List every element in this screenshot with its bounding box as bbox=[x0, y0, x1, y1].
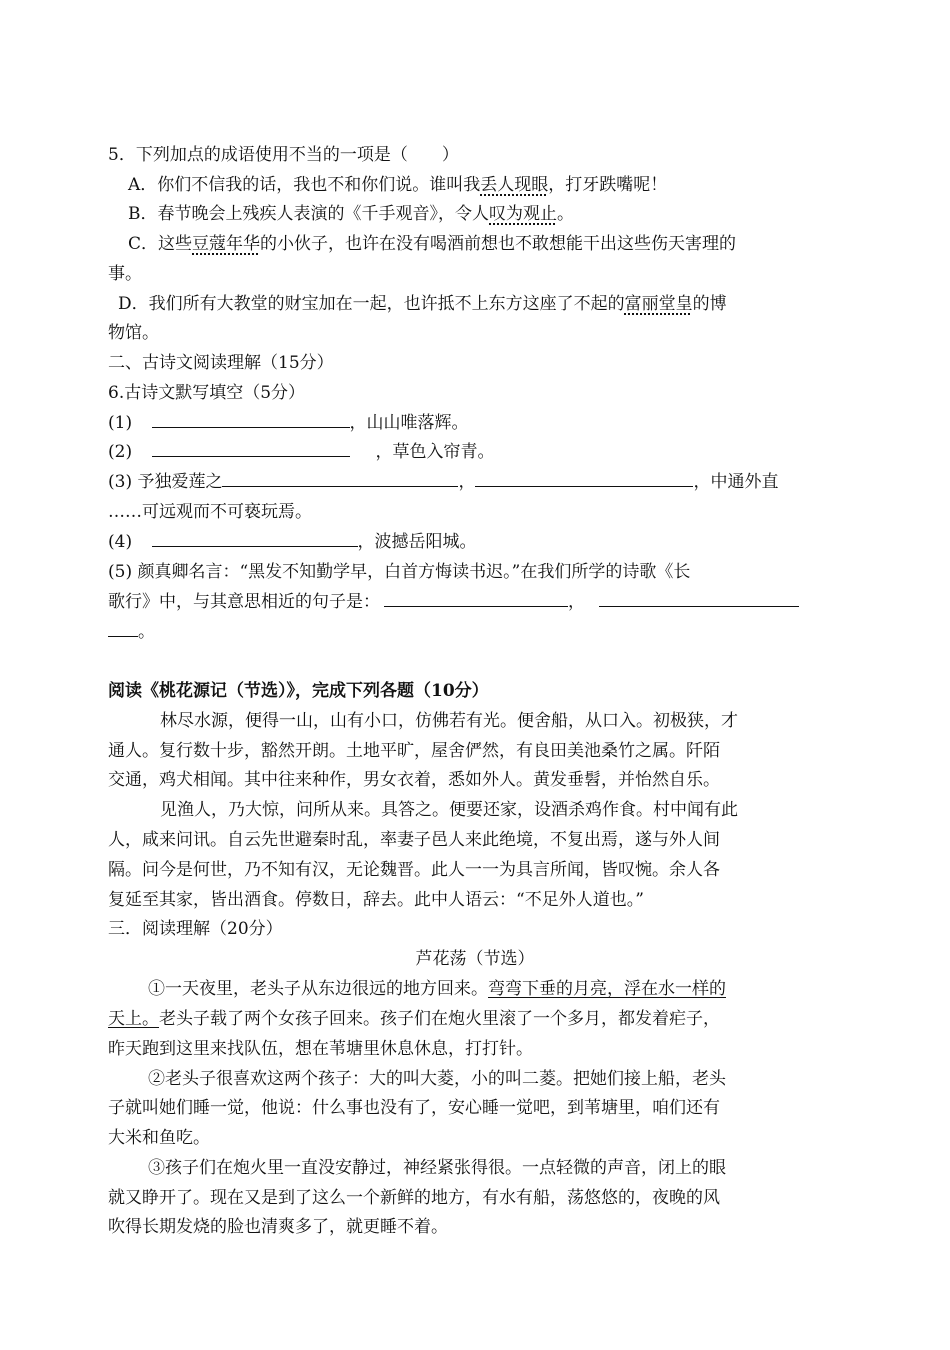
fill-4 bbox=[108, 531, 477, 553]
section2-heading: 二、古诗文阅读理解（15分） bbox=[108, 353, 334, 373]
fill-4-text: ，波撼岳阳城。 bbox=[357, 532, 477, 552]
section3-p1-line1 bbox=[148, 978, 726, 1000]
fill-5-blank-b[interactable] bbox=[599, 591, 799, 607]
fill-1 bbox=[108, 412, 469, 434]
fill-5-line3 bbox=[108, 621, 155, 643]
reading1-heading: 阅读《桃花源记（节选）》，完成下列各题（10分） bbox=[108, 681, 489, 701]
q5-c-post: 的小伙子，也许在没有喝酒前想也不敢想能干出这些伤天害理的 bbox=[260, 234, 737, 254]
fill-5-line1: (5) 颜真卿名言：“黑发不知勤学早，白首方悔读书迟。”在我们所学的诗歌《长 bbox=[108, 562, 691, 582]
reading1-p2-line1: 见渔人，乃大惊，问所从来。具答之。便要还家，设酒杀鸡作食。村中闻有此 bbox=[160, 800, 738, 820]
reading1-p1-line1: 林尽水源，便得一山，山有小口，仿佛若有光。便舍船，从口入。初极狭，才 bbox=[160, 711, 738, 731]
q5-option-c bbox=[128, 233, 736, 255]
q5-option-c-line2: 事。 bbox=[108, 264, 142, 284]
q5-d-pre: D．我们所有大教堂的财宝加在一起，也许抵不上东方这座了不起的 bbox=[118, 294, 625, 314]
fill-2-text: ，草色入帘青。 bbox=[375, 442, 495, 462]
q5-d-idiom: 富丽堂皇 bbox=[624, 294, 693, 314]
fill-5-line2-pre: 歌行》中，与其意思相近的句子是： bbox=[108, 592, 380, 612]
fill-3-blank-b[interactable] bbox=[475, 471, 693, 487]
section3-p1-underlined-cont: 天上。 bbox=[108, 1009, 159, 1029]
fill-5-mid: ， bbox=[568, 592, 585, 612]
section3-p2-line2: 子就叫她们睡一觉，他说：什么事也没有了，安心睡一觉吧，到苇塘里，咱们还有 bbox=[108, 1098, 720, 1118]
fill-4-number: (4) bbox=[108, 532, 133, 552]
fill-4-blank[interactable] bbox=[152, 531, 358, 547]
reading1-p2-line2: 人，咸来问讯。自云先世避秦时乱，率妻子邑人来此绝境，不复出焉，遂与外人间 bbox=[108, 830, 720, 850]
section3-p3-line3: 吹得长期发烧的脸也清爽多了，就更睡不着。 bbox=[108, 1217, 448, 1237]
section3-p3-line1: ③孩子们在炮火里一直没安静过，神经紧张得很。一点轻微的声音，闭上的眼 bbox=[148, 1158, 726, 1178]
q5-stem: 5．下列加点的成语使用不当的一项是（ ） bbox=[108, 145, 459, 165]
q6-title: 6.古诗文默写填空（5分） bbox=[108, 383, 306, 403]
q5-a-idiom: 丢人现眼 bbox=[480, 175, 549, 195]
q5-option-d-line2: 物馆。 bbox=[108, 323, 159, 343]
fill-2 bbox=[108, 441, 495, 463]
q5-c-pre: C．这些 bbox=[128, 234, 193, 254]
q5-a-pre: A．你们不信我的话，我也不和你们说。谁叫我 bbox=[128, 175, 481, 195]
section3-p3-line2: 就又睁开了。现在又是到了这么一个新鲜的地方，有水有船，荡悠悠的，夜晚的风 bbox=[108, 1188, 720, 1208]
fill-1-text: ，山山唯落辉。 bbox=[349, 413, 469, 433]
fill-3-post: ，中通外直 bbox=[693, 472, 779, 492]
q5-a-post: ，打牙跌嘴呢！ bbox=[548, 175, 668, 195]
section3-p2-line1: ②老头子很喜欢这两个孩子：大的叫大菱，小的叫二菱。把她们接上船，老头 bbox=[148, 1069, 726, 1089]
q5-c-idiom: 豆蔻年华 bbox=[192, 234, 261, 254]
reading1-p1-line2: 通人。复行数十步，豁然开朗。土地平旷，屋舍俨然，有良田美池桑竹之属。阡陌 bbox=[108, 741, 720, 761]
fill-3-mid: ， bbox=[458, 472, 476, 492]
reading1-p1-line3: 交通，鸡犬相闻。其中往来种作，男女衣着，悉如外人。黄发垂髫，并怡然自乐。 bbox=[108, 770, 720, 790]
fill-5-line2 bbox=[108, 591, 799, 613]
fill-1-blank[interactable] bbox=[152, 412, 350, 428]
section3-p1-post: 老头子载了两个女孩子回来。孩子们在炮火里滚了一个多月，都发着疟子， bbox=[159, 1009, 720, 1029]
fill-5-blank-a[interactable] bbox=[384, 591, 568, 607]
section3-p1-pre: ①一天夜里，老头子从东边很远的地方回来。 bbox=[148, 979, 488, 999]
section3-p2-line3: 大米和鱼吃。 bbox=[108, 1128, 210, 1148]
reading1-p2-line4: 复延至其家，皆出酒食。停数日，辞去。此中人语云：“不足外人道也。” bbox=[108, 890, 644, 910]
section3-heading: 三．阅读理解（20分） bbox=[108, 919, 283, 939]
fill-2-number: (2) bbox=[108, 442, 133, 462]
section3-p1-line3: 昨天跑到这里来找队伍，想在苇塘里休息休息，打打针。 bbox=[108, 1039, 533, 1059]
q5-option-d bbox=[118, 293, 727, 315]
fill-3-pre: (3) 予独爱莲之 bbox=[108, 472, 223, 492]
fill-5-end: 。 bbox=[138, 622, 155, 642]
q5-b-idiom: 叹为观止 bbox=[489, 204, 557, 224]
fill-1-number: (1) bbox=[108, 413, 133, 433]
passage-title: 芦花荡（节选） bbox=[415, 949, 535, 969]
q5-option-b bbox=[128, 203, 574, 225]
fill-2-blank[interactable] bbox=[152, 441, 350, 457]
section3-p1-underlined: 弯弯下垂的月亮，浮在水一样的 bbox=[488, 979, 726, 999]
q5-d-post: 的博 bbox=[692, 294, 727, 314]
q5-option-a bbox=[128, 174, 667, 196]
section3-p1-line2 bbox=[108, 1008, 720, 1030]
q5-b-pre: B．春节晚会上残疾人表演的《千手观音》，令人 bbox=[128, 204, 489, 224]
fill-3 bbox=[108, 471, 778, 493]
reading1-p2-line3: 隔。问今是何世，乃不知有汉，无论魏晋。此人一一为具言所闻，皆叹惋。余人各 bbox=[108, 860, 720, 880]
q5-b-post: 。 bbox=[557, 204, 574, 224]
fill-5-blank-b-cont[interactable] bbox=[108, 621, 138, 637]
fill-3-line2: ……可远观而不可亵玩焉。 bbox=[108, 502, 312, 522]
fill-3-blank-a[interactable] bbox=[222, 471, 458, 487]
